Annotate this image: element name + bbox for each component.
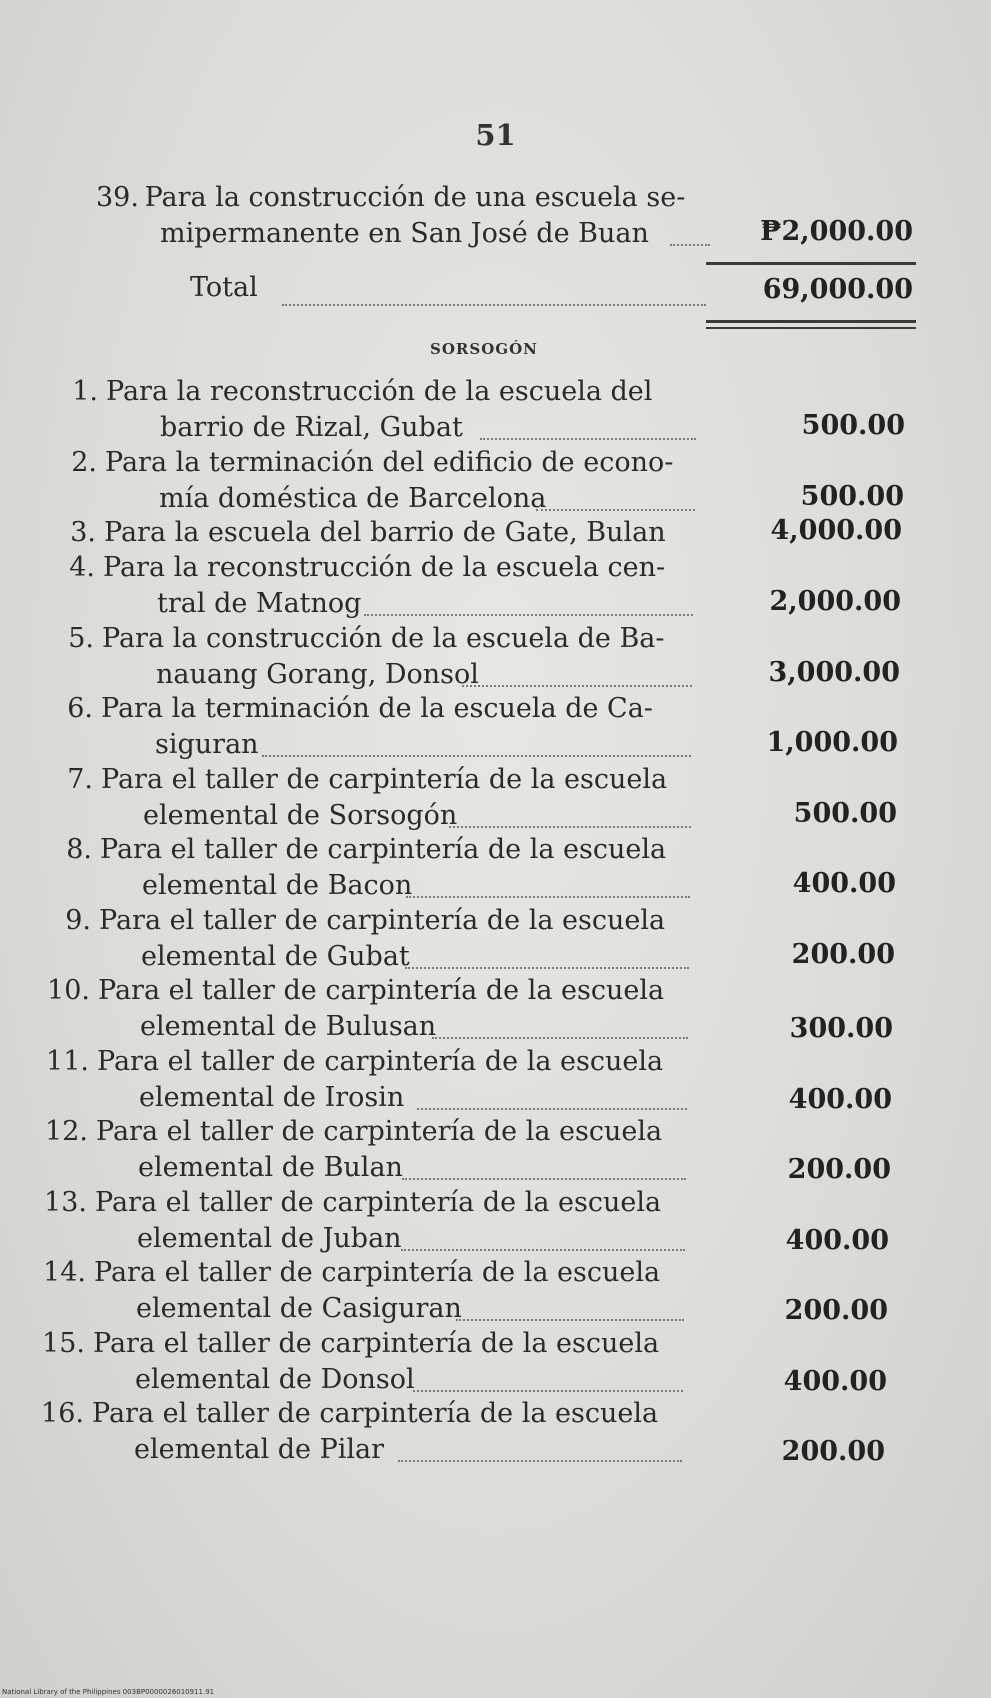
leader-dots	[398, 1458, 682, 1462]
leader-dots	[536, 507, 695, 511]
entry-line1: Para la reconstrucción de la escuela cen-	[103, 552, 666, 583]
entry-line1: Para el taller de carpintería de la escuela	[97, 1045, 664, 1077]
leader-dots	[402, 1176, 686, 1180]
entry-line1: Para el taller de carpintería de la escuela	[98, 975, 665, 1006]
footer-credit: National Library of the Philippines 003BP0000026010911.91	[2, 1688, 215, 1696]
entry-line1: Para el taller de carpintería de la escuela	[101, 763, 668, 795]
leader-dots	[417, 1106, 687, 1110]
entry-line1: Para la reconstrucción de la escuela del	[106, 376, 653, 407]
leader-dots	[432, 1035, 688, 1039]
leader-dots	[364, 612, 693, 616]
entry-amount: 400.00	[783, 1365, 887, 1397]
entry-amount: 200.00	[787, 1154, 891, 1185]
entry-line1: Para la construcción de la escuela de Ba-	[102, 622, 665, 654]
entry-line2: elemental de Bulan	[138, 1152, 403, 1183]
entry-line2: tral de Matnog	[157, 588, 362, 619]
entry-line2: siguran	[155, 729, 259, 760]
leader-dots	[670, 242, 710, 246]
entry-line2: nauang Gorang, Donsol	[156, 658, 479, 690]
entry-line1: Para el taller de carpintería de la escuela	[96, 1116, 663, 1147]
entry-line1: Para el taller de carpintería de la escuela	[92, 1398, 659, 1429]
leader-dots	[413, 1388, 683, 1392]
entry-amount: 500.00	[801, 410, 905, 441]
entry-line2: elemental de Casiguran	[136, 1293, 462, 1324]
leader-dots	[401, 1247, 685, 1251]
entry-line1: Para el taller de carpintería de la escuela	[100, 834, 667, 865]
entry-line2: elemental de Juban	[137, 1222, 402, 1254]
leader-dots	[456, 1317, 684, 1321]
entry-number: 9.	[65, 904, 91, 936]
entry-number: 16.	[41, 1398, 84, 1429]
entry-line1: Para el taller de carpintería de la escuela	[94, 1257, 661, 1288]
entry-number: 8.	[66, 834, 92, 865]
entry-amount: 400.00	[792, 868, 896, 899]
entry-line1: Para la terminación de la escuela de Ca-	[101, 693, 653, 724]
section-title: SORSOGÓN	[430, 340, 538, 358]
page-number: 51	[475, 118, 516, 152]
double-rule-top	[706, 320, 916, 323]
entry-line2: elemental de Pilar	[134, 1434, 385, 1465]
entry-number: 15.	[42, 1327, 85, 1359]
double-rule-bottom	[706, 327, 916, 329]
entry-amount: 3,000.00	[768, 656, 900, 688]
leader-dots	[462, 683, 692, 687]
entry-number: 1.	[72, 376, 98, 407]
entry-amount: 1,000.00	[766, 727, 898, 758]
entry-line2: elemental de Irosin	[139, 1081, 405, 1113]
entry-line2: elemental de Gubat	[141, 940, 410, 972]
leader-dots	[480, 436, 696, 440]
entry-amount: 200.00	[791, 938, 895, 970]
entry-line2: elemental de Sorsogón	[143, 799, 458, 831]
total-amount: 69,000.00	[762, 274, 913, 305]
entry-line2: mipermanente en San José de Buan	[160, 218, 649, 249]
entry-line1: Para el taller de carpintería de la escuela	[99, 904, 666, 936]
entry-number: 39.	[96, 182, 139, 213]
entry-amount: 200.00	[784, 1295, 888, 1326]
entry-amount: ₱2,000.00	[760, 216, 913, 247]
leader-dots	[406, 894, 690, 898]
entry-line1: Para la construcción de una escuela se-	[144, 182, 686, 213]
entry-number: 5.	[68, 622, 94, 654]
leader-dots	[405, 965, 689, 969]
leader-dots	[449, 824, 691, 828]
entry-line2: elemental de Donsol	[135, 1363, 415, 1395]
total-label: Total	[190, 272, 258, 303]
entry-line1: Para la terminación del edificio de econo-	[105, 446, 674, 478]
entry-number: 11.	[46, 1045, 89, 1077]
entry-number: 14.	[43, 1257, 86, 1288]
entry-line2: elemental de Bacon	[142, 870, 413, 901]
entry-line1: Para el taller de carpintería de la escuela	[93, 1327, 660, 1359]
entry-line1: Para el taller de carpintería de la escuela	[95, 1186, 662, 1218]
entry-number: 13.	[44, 1186, 87, 1218]
total-rule	[706, 262, 916, 265]
entry-number: 10.	[47, 975, 90, 1006]
entry-amount: 400.00	[785, 1224, 889, 1256]
entry-line2: mía doméstica de Barcelona	[159, 482, 547, 514]
entry-amount: 300.00	[789, 1013, 893, 1044]
entry-amount: 500.00	[800, 480, 904, 512]
entry-line2: barrio de Rizal, Gubat	[160, 412, 463, 443]
entry-number: 2.	[71, 446, 97, 478]
entry-amount: 500.00	[793, 797, 897, 829]
entry-amount: 4,000.00	[770, 515, 902, 546]
entry-amount: 200.00	[781, 1436, 885, 1467]
entry-number: 4.	[69, 552, 95, 583]
entry-number: 3.	[70, 517, 96, 548]
entry-amount: 400.00	[788, 1083, 892, 1115]
entry-amount: 2,000.00	[769, 586, 901, 617]
entry-number: 7.	[67, 763, 93, 795]
entry-number: 12.	[45, 1116, 88, 1147]
entry-line2: elemental de Bulusan	[140, 1011, 437, 1042]
leader-dots	[282, 302, 706, 306]
leader-dots	[262, 753, 691, 757]
entry-number: 6.	[67, 693, 93, 724]
entry-line1: Para la escuela del barrio de Gate, Bulan	[104, 517, 666, 548]
